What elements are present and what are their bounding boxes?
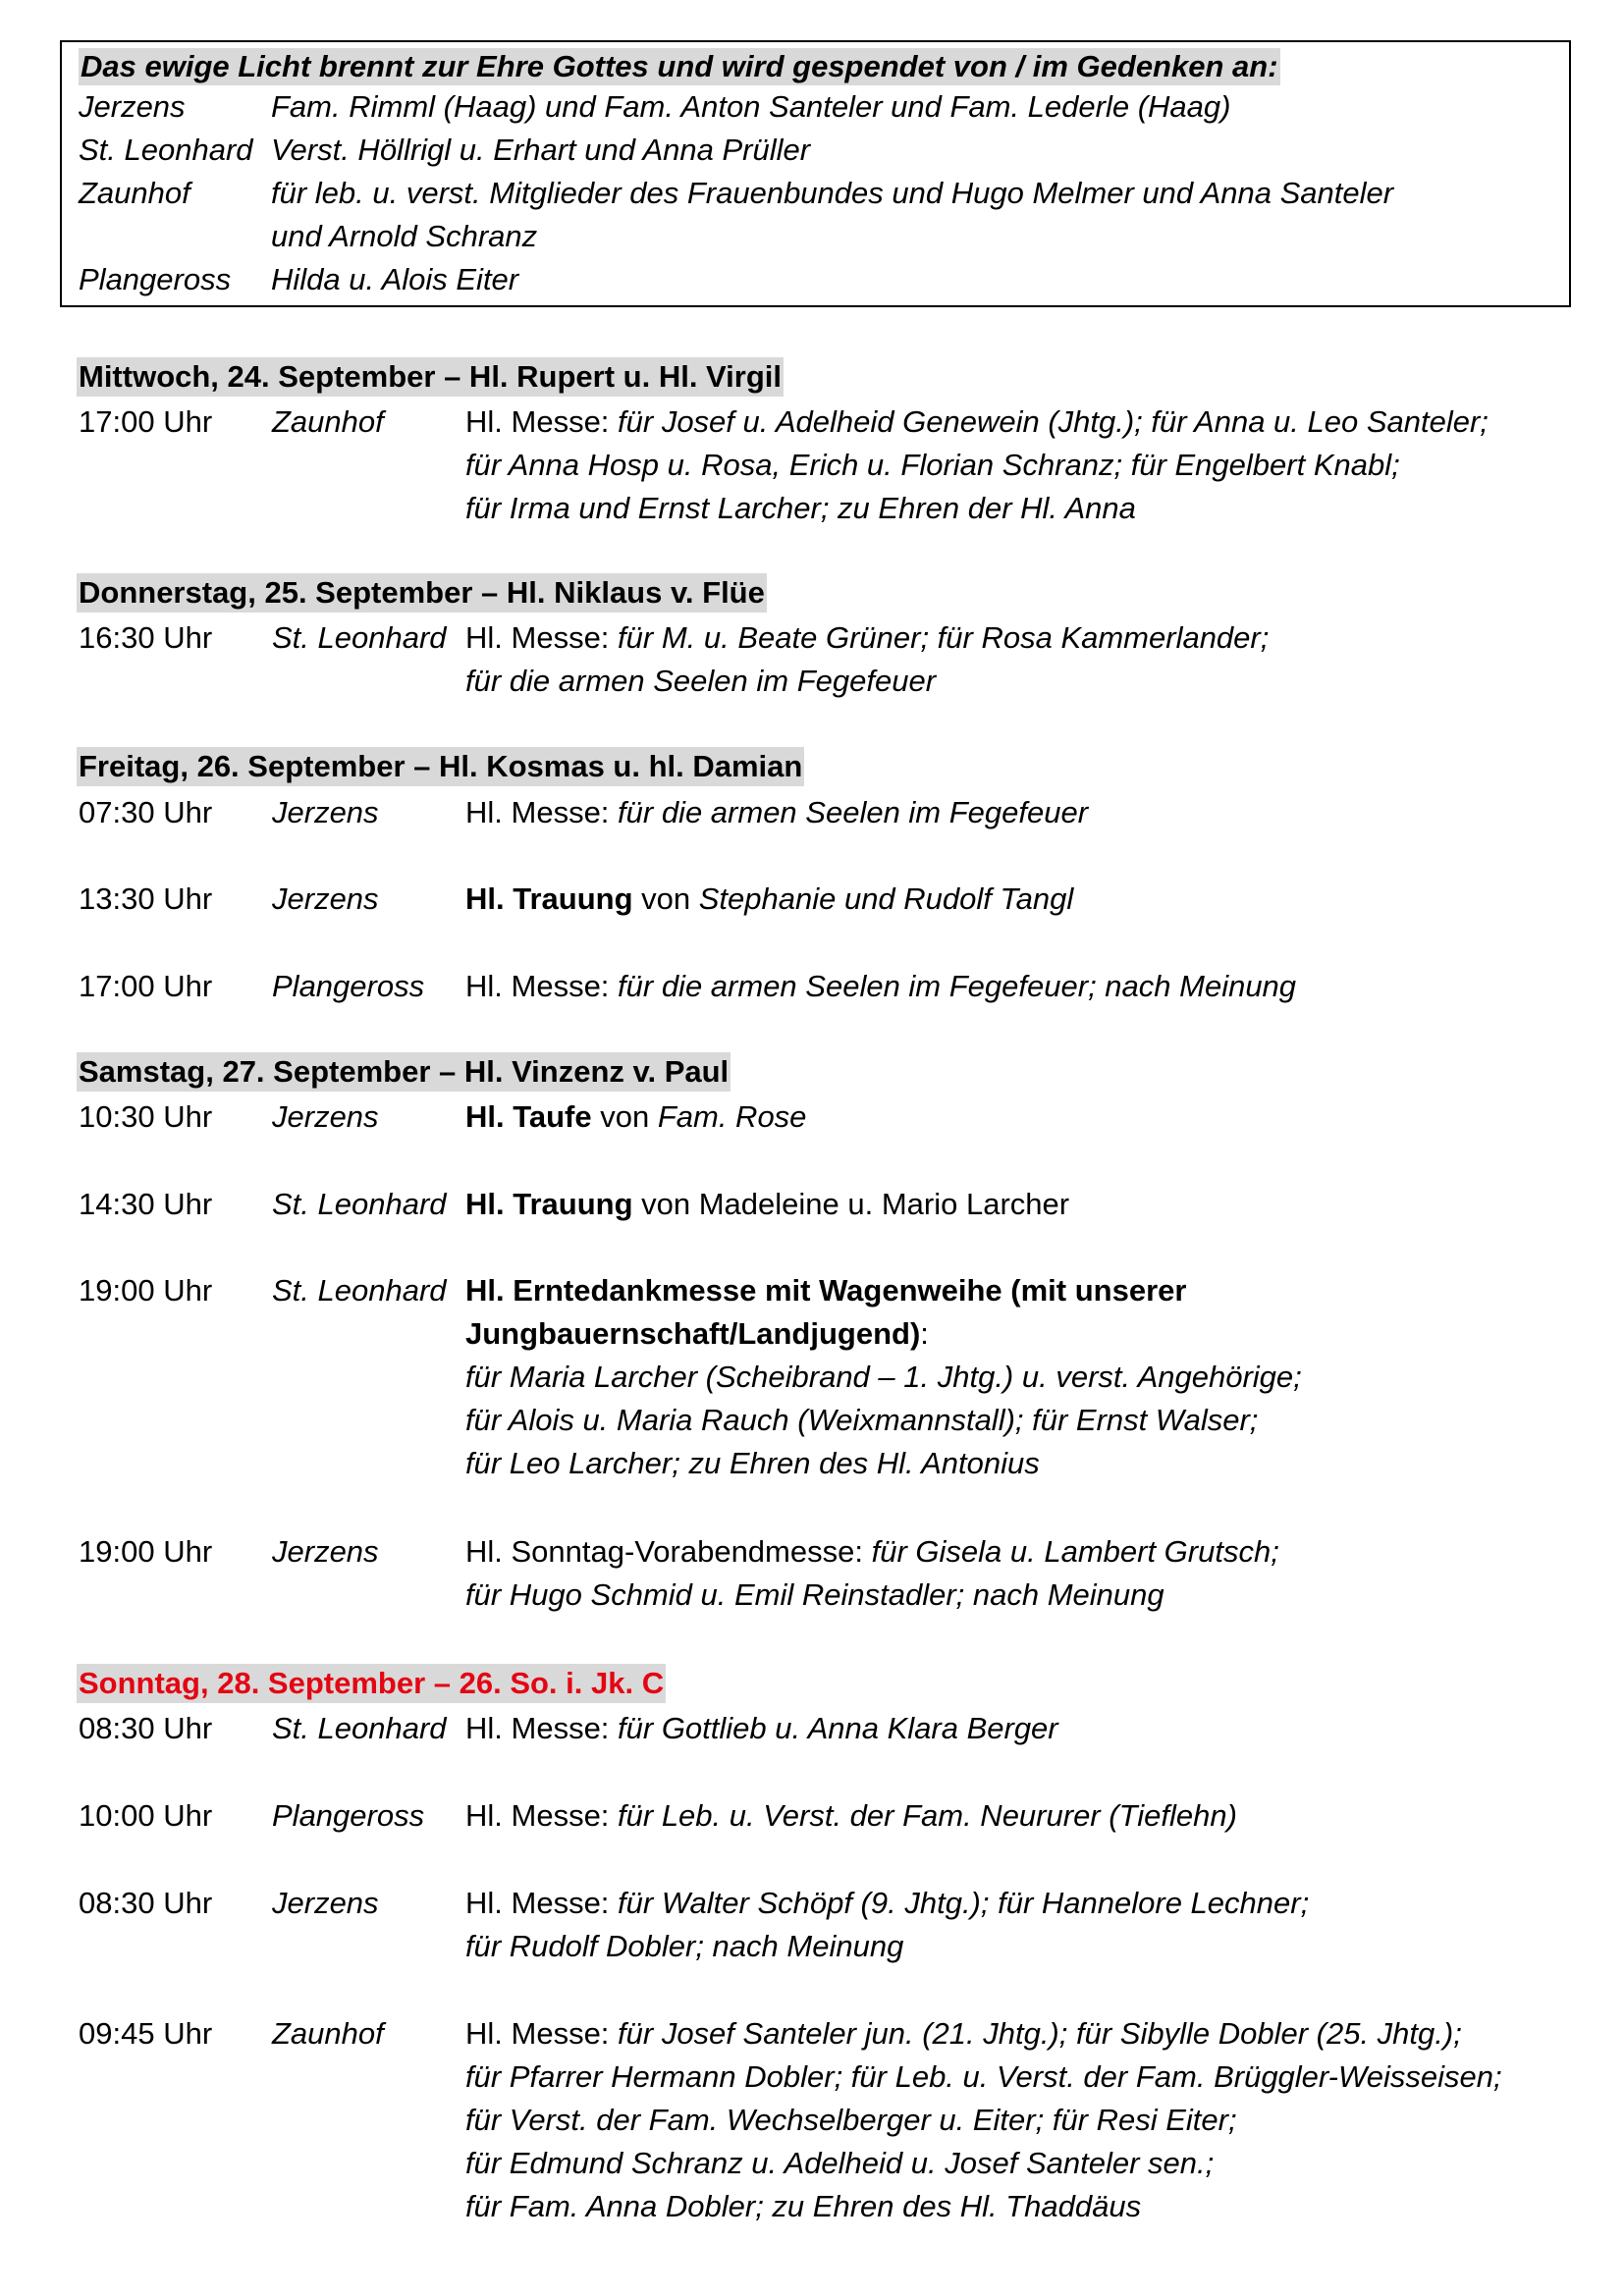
entry-time: 17:00 Uhr <box>79 404 213 439</box>
entry-text-segment: für Pfarrer Hermann Dobler; für Leb. u. Verst. der Fam. Brüggler-Weisseisen; <box>465 2059 1502 2094</box>
entry-place: St. Leonhard <box>272 1273 447 1308</box>
entry-description-line <box>465 2185 1502 2228</box>
entry-text-segment: für Hugo Schmid u. Emil Reinstadler; nach Meinung <box>465 1577 1164 1612</box>
entry-text-segment: für Verst. der Fam. Wechselberger u. Eiter; für Resi Eiter; <box>465 2103 1237 2137</box>
entry-time: 13:30 Uhr <box>79 881 213 916</box>
entry-description <box>465 965 1296 1008</box>
entry-description <box>465 1095 806 1139</box>
entry-description <box>465 1269 1302 1485</box>
eternal-light-box <box>60 40 1571 307</box>
entry-text-segment: Hl. Trauung <box>465 881 633 916</box>
entry-description <box>465 878 1073 921</box>
entry-description <box>465 400 1489 530</box>
entry-description <box>465 1530 1279 1617</box>
entry-description-line <box>465 487 1489 530</box>
entry-text-segment: Hl. Taufe <box>465 1099 592 1134</box>
entry-text-segment: von <box>591 1099 658 1134</box>
entry-text-segment: Hl. Messe: <box>465 1711 619 1745</box>
entry-text-segment: für Josef u. Adelheid Genewein (Jhtg.); für Anna u. Leo Santeler; <box>618 404 1489 439</box>
entry-description <box>465 1707 1058 1750</box>
eternal-light-text: und Arnold Schranz <box>271 219 538 253</box>
entry-text-segment: Hl. Messe: <box>465 795 619 829</box>
eternal-light-location: Plangeross <box>79 262 232 296</box>
entry-text-segment: Hl. Messe: <box>465 620 619 655</box>
entry-time: 09:45 Uhr <box>79 2016 213 2051</box>
entry-description-line <box>465 1399 1302 1442</box>
entry-place: St. Leonhard <box>272 620 447 655</box>
entry-description-line <box>465 878 1073 921</box>
entry-time: 08:30 Uhr <box>79 1711 213 1745</box>
entry-text-segment: Hl. Messe: <box>465 1798 619 1833</box>
entry-description-line <box>465 2056 1502 2099</box>
entry-description <box>465 1794 1237 1838</box>
entry-description <box>465 1882 1309 1968</box>
entry-description-line <box>465 1882 1309 1925</box>
eternal-light-location: Jerzens <box>79 89 186 124</box>
entry-text-segment: für die armen Seelen im Fegefeuer <box>465 664 937 698</box>
entry-description-line <box>465 1442 1302 1485</box>
entry-description-line <box>465 1312 1302 1356</box>
entry-time: 10:00 Uhr <box>79 1798 213 1833</box>
entry-description-line <box>465 1925 1309 1968</box>
entry-description-line <box>465 2099 1502 2142</box>
entry-text-segment: Hl. Messe: <box>465 969 619 1003</box>
entry-text-segment: Hl. Erntedankmesse mit Wagenweihe (mit unserer <box>465 1273 1187 1308</box>
eternal-light-text: Fam. Rimml (Haag) und Fam. Anton Santeler und Fam. Lederle (Haag) <box>271 89 1231 124</box>
entry-description-line <box>465 1530 1279 1574</box>
entry-description-line <box>465 660 1269 703</box>
entry-time: 08:30 Uhr <box>79 1886 213 1920</box>
entry-description <box>465 616 1269 703</box>
entry-text-segment: für Leb. u. Verst. der Fam. Neururer (Tieflehn) <box>618 1798 1237 1833</box>
entry-place: Jerzens <box>272 795 379 829</box>
entry-description-line <box>465 1095 806 1139</box>
entry-time: 07:30 Uhr <box>79 795 213 829</box>
entry-text-segment: für die armen Seelen im Fegefeuer <box>618 795 1089 829</box>
entry-text-segment: Fam. Rose <box>657 1099 807 1134</box>
entry-time: 19:00 Uhr <box>79 1273 213 1308</box>
entry-place: Jerzens <box>272 1534 379 1569</box>
entry-text-segment: Jungbauernschaft/Landjugend) <box>465 1316 921 1351</box>
entry-text-segment: für Rudolf Dobler; nach Meinung <box>465 1929 904 1963</box>
day-header: Mittwoch, 24. September – Hl. Rupert u. Hl. Virgil <box>77 357 784 397</box>
entry-text-segment: von Madeleine u. Mario Larcher <box>632 1187 1070 1221</box>
eternal-light-text: Hilda u. Alois Eiter <box>271 262 519 296</box>
entry-text-segment: für Leo Larcher; zu Ehren des Hl. Antonius <box>465 1446 1040 1480</box>
entry-place: Plangeross <box>272 1798 425 1833</box>
entry-place: Jerzens <box>272 1099 379 1134</box>
entry-description-line <box>465 400 1489 444</box>
eternal-light-text: Verst. Höllrigl u. Erhart und Anna Prüller <box>271 133 811 167</box>
entry-text-segment: für Gottlieb u. Anna Klara Berger <box>618 1711 1058 1745</box>
entry-description-line <box>465 2142 1502 2185</box>
entry-place: St. Leonhard <box>272 1711 447 1745</box>
entry-description-line <box>465 1794 1237 1838</box>
entry-text-segment: Hl. Messe: <box>465 1886 619 1920</box>
entry-text-segment: Hl. Sonntag-Vorabendmesse: <box>465 1534 872 1569</box>
entry-text-segment: Hl. Messe: <box>465 2016 619 2051</box>
entry-text-segment: Stephanie und Rudolf Tangl <box>698 881 1074 916</box>
entry-text-segment: für Walter Schöpf (9. Jhtg.); für Hannelore Lechner; <box>618 1886 1310 1920</box>
entry-text-segment: für Anna Hosp u. Rosa, Erich u. Florian Schranz; für Engelbert Knabl; <box>465 448 1400 482</box>
entry-description-line <box>465 791 1088 834</box>
entry-description <box>465 1183 1069 1226</box>
entry-description-line <box>465 965 1296 1008</box>
eternal-light-header: Das ewige Licht brennt zur Ehre Gottes und wird gespendet von / im Gedenken an: <box>81 49 1278 83</box>
day-header: Samstag, 27. September – Hl. Vinzenz v. Paul <box>77 1052 731 1092</box>
entry-place: Jerzens <box>272 881 379 916</box>
day-header: Sonntag, 28. September – 26. So. i. Jk. C <box>77 1664 666 1703</box>
eternal-light-location: St. Leonhard <box>79 133 253 167</box>
entry-description-line <box>465 1707 1058 1750</box>
entry-text-segment: für Fam. Anna Dobler; zu Ehren des Hl. Thaddäus <box>465 2189 1142 2223</box>
entry-text-segment: von <box>632 881 699 916</box>
entry-description-line <box>465 1574 1279 1617</box>
entry-text-segment: für die armen Seelen im Fegefeuer; nach Meinung <box>618 969 1297 1003</box>
entry-text-segment: für Irma und Ernst Larcher; zu Ehren der Hl. Anna <box>465 491 1136 525</box>
day-header: Freitag, 26. September – Hl. Kosmas u. hl. Damian <box>77 747 804 786</box>
entry-description-line <box>465 1183 1069 1226</box>
entry-description-line <box>465 1356 1302 1399</box>
entry-text-segment: für Alois u. Maria Rauch (Weixmannstall); für Ernst Walser; <box>465 1403 1259 1437</box>
entry-description <box>465 2012 1502 2228</box>
entry-text-segment: Hl. Messe: <box>465 404 619 439</box>
entry-place: St. Leonhard <box>272 1187 447 1221</box>
entry-text-segment: für Gisela u. Lambert Grutsch; <box>871 1534 1279 1569</box>
entry-description-line <box>465 616 1269 660</box>
entry-time: 14:30 Uhr <box>79 1187 213 1221</box>
entry-description-line <box>465 1269 1302 1312</box>
eternal-light-text: für leb. u. verst. Mitglieder des Frauenbundes und Hugo Melmer und Anna Santeler <box>271 176 1394 210</box>
day-header: Donnerstag, 25. September – Hl. Niklaus v. Flüe <box>77 573 767 613</box>
entry-place: Jerzens <box>272 1886 379 1920</box>
entry-place: Plangeross <box>272 969 425 1003</box>
entry-time: 16:30 Uhr <box>79 620 213 655</box>
eternal-light-location: Zaunhof <box>79 176 190 210</box>
entry-time: 17:00 Uhr <box>79 969 213 1003</box>
entry-place: Zaunhof <box>272 404 384 439</box>
entry-text-segment: für M. u. Beate Grüner; für Rosa Kammerlander; <box>618 620 1270 655</box>
entry-place: Zaunhof <box>272 2016 384 2051</box>
entry-description-line <box>465 444 1489 487</box>
entry-text-segment: Hl. Trauung <box>465 1187 633 1221</box>
entry-description <box>465 791 1088 834</box>
entry-text-segment: : <box>920 1316 929 1351</box>
entry-description-line <box>465 2012 1502 2056</box>
entry-text-segment: für Josef Santeler jun. (21. Jhtg.); für Sibylle Dobler (25. Jhtg.); <box>618 2016 1462 2051</box>
entry-time: 10:30 Uhr <box>79 1099 213 1134</box>
entry-time: 19:00 Uhr <box>79 1534 213 1569</box>
entry-text-segment: für Maria Larcher (Scheibrand – 1. Jhtg.) u. verst. Angehörige; <box>465 1360 1302 1394</box>
entry-text-segment: für Edmund Schranz u. Adelheid u. Josef Santeler sen.; <box>465 2146 1215 2180</box>
